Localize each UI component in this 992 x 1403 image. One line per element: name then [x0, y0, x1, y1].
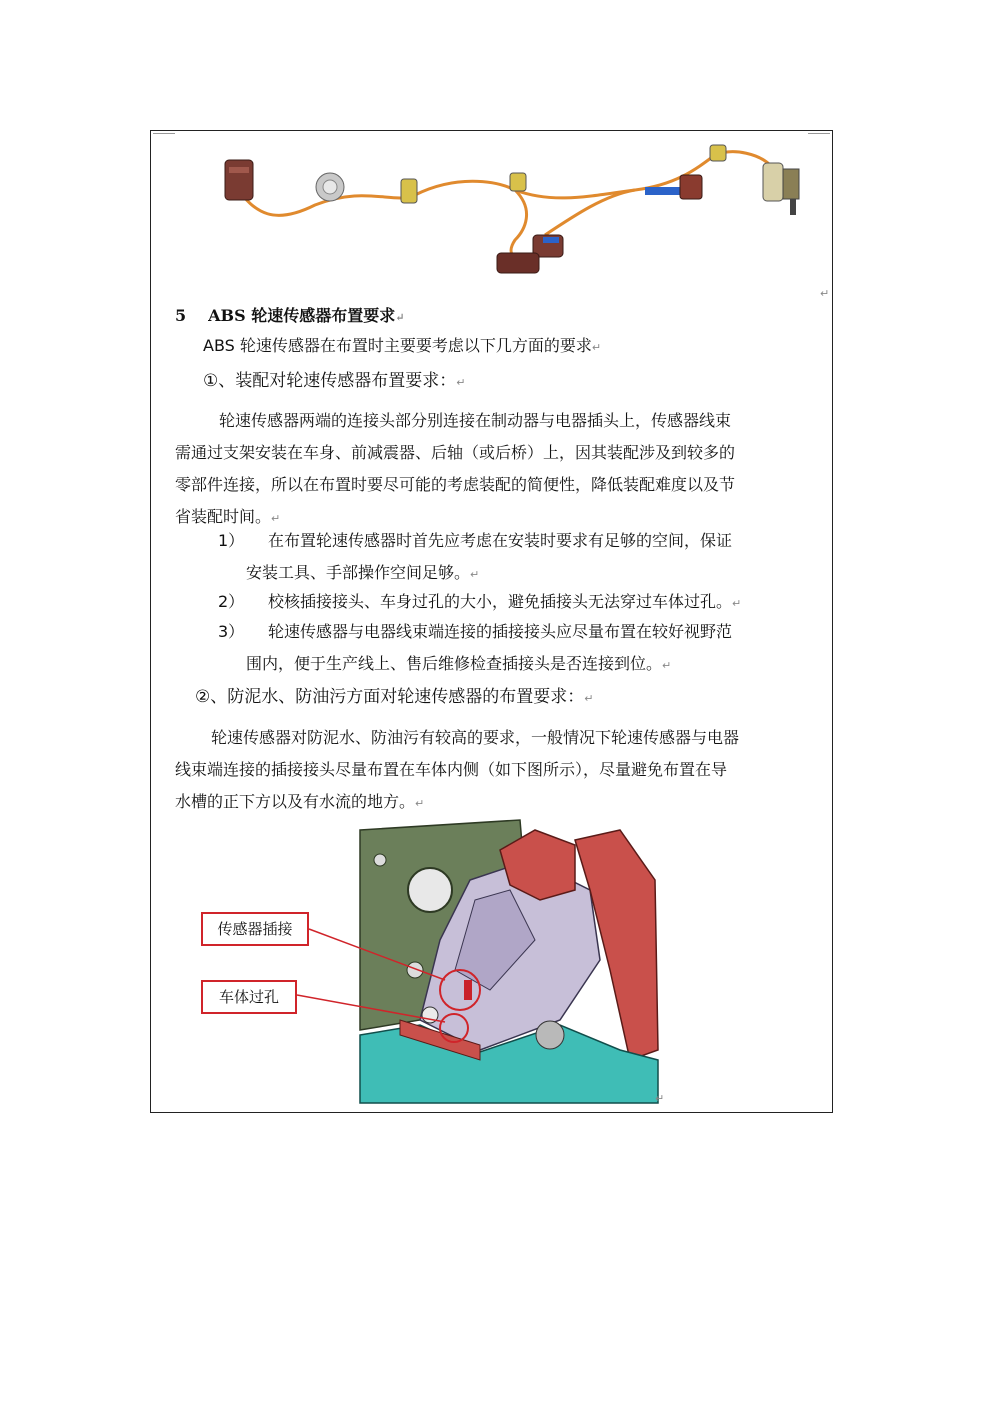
list-item-text: 在布置轮速传感器时首先应考虑在安装时要求有足够的空间，保证 — [268, 531, 733, 550]
section-title: ABS 轮速传感器布置要求 — [208, 306, 396, 325]
list-item-number: 2） — [218, 592, 245, 611]
list-item-text: 轮速传感器与电器线束端连接的插接接头应尽量布置在较好视野范 — [268, 622, 733, 641]
paragraph-line: 水槽的正下方以及有水流的地方。 — [175, 792, 416, 811]
intro-text: ABS 轮速传感器在布置时主要要考虑以下几方面的要求 — [203, 336, 592, 355]
paragraph-mark: ↵ — [456, 376, 466, 389]
callout-hole-label: 车体过孔 — [201, 980, 297, 1014]
paragraph-mark: ↵ — [591, 341, 602, 354]
paragraph-line: 轮速传感器两端的连接头部分别连接在制动器与电器插头上，传感器线束 — [219, 411, 732, 430]
paragraph-mark: ↵ — [415, 797, 425, 810]
paragraph-mark: ↵ — [820, 287, 830, 300]
paragraph-line: 线束端连接的插接接头尽量布置在车体内侧（如下图所示），尽量避免布置在导 — [175, 760, 728, 779]
list-item-number: 1） — [218, 531, 245, 550]
paragraph-mark: ↵ — [470, 568, 480, 581]
part2-heading-text: ②、防泥水、防油污方面对轮速传感器的布置要求： — [195, 687, 585, 707]
paragraph-mark: ↵ — [395, 311, 405, 324]
paragraph-mark: ↵ — [662, 659, 672, 672]
paragraph-mark: ↵ — [271, 512, 281, 525]
list-item-text: 围内，便于生产线上、售后维修检查插接头是否连接到位。 — [246, 654, 663, 673]
leader-line — [309, 929, 445, 980]
paragraph-line: 轮速传感器对防泥水、防油污有较高的要求，一般情况下轮速传感器与电器 — [211, 728, 740, 747]
paragraph-line: 零部件连接，所以在布置时要尽可能的考虑装配的简便性，降低装配难度以及节 — [175, 475, 736, 494]
callout-connector-label: 传感器插接 — [201, 912, 309, 946]
paragraph-mark: ↵ — [655, 1092, 665, 1105]
paragraph-mark: ↵ — [584, 692, 594, 705]
list-item-text: 安装工具、手部操作空间足够。 — [246, 563, 471, 582]
list-item-number: 3） — [218, 622, 245, 641]
paragraph-line: 省装配时间。 — [175, 507, 272, 526]
part1-heading-text: ①、装配对轮速传感器布置要求： — [203, 371, 457, 391]
list-item-text: 校核插接接头、车身过孔的大小，避免插接头无法穿过车体过孔。 — [268, 592, 733, 611]
section-number: 5 — [175, 306, 187, 325]
leader-line — [297, 995, 445, 1022]
paragraph-mark: ↵ — [732, 597, 742, 610]
paragraph-line: 需通过支架安装在车身、前减震器、后轴（或后桥）上，因其装配涉及到较多的 — [175, 443, 736, 462]
